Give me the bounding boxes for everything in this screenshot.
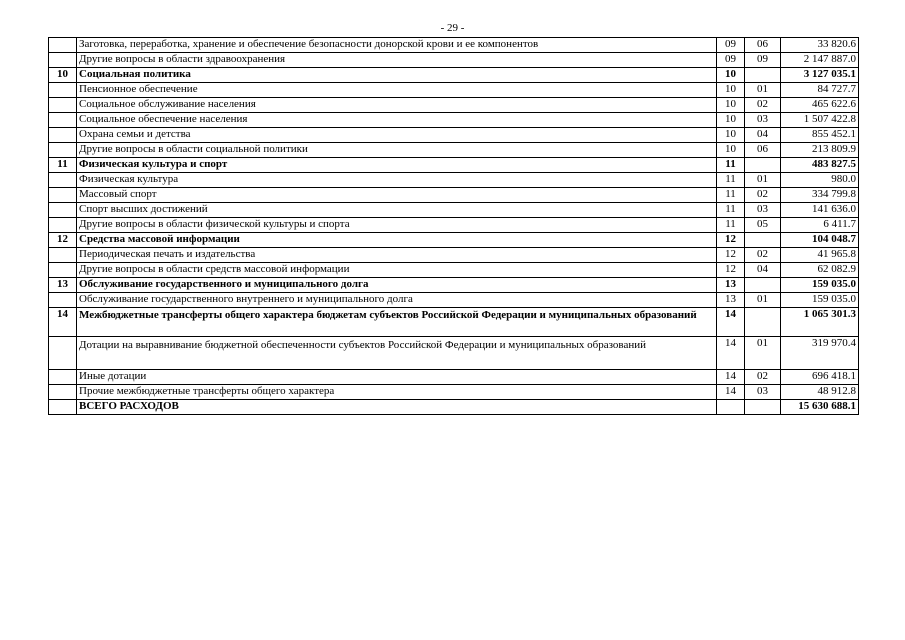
subsection-code-cell [745, 308, 781, 337]
section-number-cell: 14 [49, 308, 77, 337]
amount-cell: 334 799.8 [781, 188, 859, 203]
item-name-cell: Межбюджетные трансферты общего характера бюджетам субъектов Российской Федерации и муниципальных образований [77, 308, 717, 337]
section-row [49, 233, 859, 248]
amount-cell: 696 418.1 [781, 370, 859, 385]
amount-cell: 483 827.5 [781, 158, 859, 173]
section-code-cell: 09 [717, 38, 745, 53]
amount-cell: 141 636.0 [781, 203, 859, 218]
item-name-cell: Иные дотации [77, 370, 717, 385]
subsection-code-cell: 06 [745, 143, 781, 158]
amount-cell: 62 082.9 [781, 263, 859, 278]
subsection-code-cell: 01 [745, 83, 781, 98]
item-name-cell: Социальная политика [77, 68, 717, 83]
section-number-cell [49, 293, 77, 308]
amount-cell: 465 622.6 [781, 98, 859, 113]
amount-cell: 1 065 301.3 [781, 308, 859, 337]
subsection-code-cell: 02 [745, 370, 781, 385]
section-number-cell [49, 370, 77, 385]
section-number-cell: 10 [49, 68, 77, 83]
section-code-cell: 10 [717, 98, 745, 113]
table-row [49, 98, 859, 113]
section-code-cell: 13 [717, 293, 745, 308]
amount-cell: 319 970.4 [781, 337, 859, 370]
subsection-code-cell: 01 [745, 337, 781, 370]
amount-cell: 855 452.1 [781, 128, 859, 143]
section-row [49, 68, 859, 83]
item-name-cell: ВСЕГО РАСХОДОВ [77, 400, 717, 415]
section-number-cell [49, 53, 77, 68]
subsection-code-cell: 09 [745, 53, 781, 68]
section-code-cell: 11 [717, 173, 745, 188]
table-row [49, 385, 859, 400]
item-name-cell: Периодическая печать и издательства [77, 248, 717, 263]
item-name-cell: Другие вопросы в области здравоохранения [77, 53, 717, 68]
section-number-cell: 12 [49, 233, 77, 248]
amount-cell: 104 048.7 [781, 233, 859, 248]
amount-cell: 3 127 035.1 [781, 68, 859, 83]
item-name-cell: Обслуживание государственного и муниципального долга [77, 278, 717, 293]
table-row [49, 128, 859, 143]
subsection-code-cell: 05 [745, 218, 781, 233]
section-number-cell [49, 113, 77, 128]
item-name-cell: Охрана семьи и детства [77, 128, 717, 143]
item-name-cell: Массовый спорт [77, 188, 717, 203]
subsection-code-cell [745, 158, 781, 173]
subsection-code-cell: 04 [745, 128, 781, 143]
section-number-cell [49, 218, 77, 233]
item-name-cell: Обслуживание государственного внутреннего и муниципального долга [77, 293, 717, 308]
subsection-code-cell: 01 [745, 173, 781, 188]
section-code-cell: 14 [717, 337, 745, 370]
section-code-cell: 12 [717, 248, 745, 263]
section-code-cell: 12 [717, 233, 745, 248]
section-code-cell: 11 [717, 218, 745, 233]
subsection-code-cell: 02 [745, 98, 781, 113]
section-row [49, 308, 859, 337]
table-body [49, 38, 859, 415]
subsection-code-cell: 03 [745, 203, 781, 218]
section-code-cell: 10 [717, 113, 745, 128]
table-row [49, 218, 859, 233]
section-number-cell [49, 173, 77, 188]
section-number-cell [49, 188, 77, 203]
table-row [49, 370, 859, 385]
subsection-code-cell: 01 [745, 293, 781, 308]
section-number-cell [49, 400, 77, 415]
item-name-cell: Прочие межбюджетные трансферты общего характера [77, 385, 717, 400]
page-number: - 29 - [440, 22, 465, 34]
subsection-code-cell: 02 [745, 188, 781, 203]
section-code-cell: 11 [717, 203, 745, 218]
section-code-cell: 14 [717, 385, 745, 400]
amount-cell: 84 727.7 [781, 83, 859, 98]
section-row [49, 278, 859, 293]
section-number-cell [49, 337, 77, 370]
subsection-code-cell: 06 [745, 38, 781, 53]
total-row [49, 400, 859, 415]
table-row [49, 38, 859, 53]
budget-expenditure-table [48, 37, 859, 415]
table-row [49, 188, 859, 203]
amount-cell: 159 035.0 [781, 278, 859, 293]
table-row [49, 143, 859, 158]
section-number-cell [49, 248, 77, 263]
table-row [49, 337, 859, 370]
item-name-cell: Другие вопросы в области социальной политики [77, 143, 717, 158]
section-code-cell: 14 [717, 370, 745, 385]
section-number-cell [49, 38, 77, 53]
item-name-cell: Другие вопросы в области средств массовой информации [77, 263, 717, 278]
table-row [49, 53, 859, 68]
section-code-cell: 09 [717, 53, 745, 68]
section-code-cell [717, 400, 745, 415]
section-code-cell: 12 [717, 263, 745, 278]
section-code-cell: 13 [717, 278, 745, 293]
amount-cell: 2 147 887.0 [781, 53, 859, 68]
subsection-code-cell: 03 [745, 113, 781, 128]
section-number-cell [49, 143, 77, 158]
subsection-code-cell [745, 68, 781, 83]
amount-cell: 1 507 422.8 [781, 113, 859, 128]
table-row [49, 113, 859, 128]
item-name-cell: Социальное обслуживание населения [77, 98, 717, 113]
item-name-cell: Спорт высших достижений [77, 203, 717, 218]
section-number-cell [49, 98, 77, 113]
table-row [49, 293, 859, 308]
section-number-cell [49, 385, 77, 400]
item-name-cell: Средства массовой информации [77, 233, 717, 248]
section-number-cell [49, 128, 77, 143]
subsection-code-cell [745, 278, 781, 293]
subsection-code-cell [745, 233, 781, 248]
amount-cell: 213 809.9 [781, 143, 859, 158]
amount-cell: 33 820.6 [781, 38, 859, 53]
section-number-cell: 11 [49, 158, 77, 173]
section-number-cell [49, 83, 77, 98]
amount-cell: 980.0 [781, 173, 859, 188]
amount-cell: 48 912.8 [781, 385, 859, 400]
section-code-cell: 10 [717, 143, 745, 158]
item-name-cell: Заготовка, переработка, хранение и обеспечение безопасности донорской крови и ее компонентов [77, 38, 717, 53]
item-name-cell: Социальное обеспечение населения [77, 113, 717, 128]
item-name-cell: Пенсионное обеспечение [77, 83, 717, 98]
section-code-cell: 11 [717, 188, 745, 203]
table-row [49, 248, 859, 263]
section-code-cell: 14 [717, 308, 745, 337]
table-row [49, 83, 859, 98]
section-code-cell: 10 [717, 128, 745, 143]
item-name-cell: Физическая культура [77, 173, 717, 188]
item-name-cell: Дотации на выравнивание бюджетной обеспеченности субъектов Российской Федерации и муниципальных образований [77, 337, 717, 370]
item-name-cell: Физическая культура и спорт [77, 158, 717, 173]
section-number-cell [49, 263, 77, 278]
subsection-code-cell: 03 [745, 385, 781, 400]
section-row [49, 158, 859, 173]
amount-cell: 15 630 688.1 [781, 400, 859, 415]
section-code-cell: 11 [717, 158, 745, 173]
section-code-cell: 10 [717, 83, 745, 98]
section-number-cell [49, 203, 77, 218]
section-number-cell: 13 [49, 278, 77, 293]
subsection-code-cell [745, 400, 781, 415]
table-row [49, 173, 859, 188]
subsection-code-cell: 02 [745, 248, 781, 263]
amount-cell: 6 411.7 [781, 218, 859, 233]
section-code-cell: 10 [717, 68, 745, 83]
amount-cell: 159 035.0 [781, 293, 859, 308]
subsection-code-cell: 04 [745, 263, 781, 278]
table-row [49, 263, 859, 278]
table-row [49, 203, 859, 218]
item-name-cell: Другие вопросы в области физической культуры и спорта [77, 218, 717, 233]
amount-cell: 41 965.8 [781, 248, 859, 263]
